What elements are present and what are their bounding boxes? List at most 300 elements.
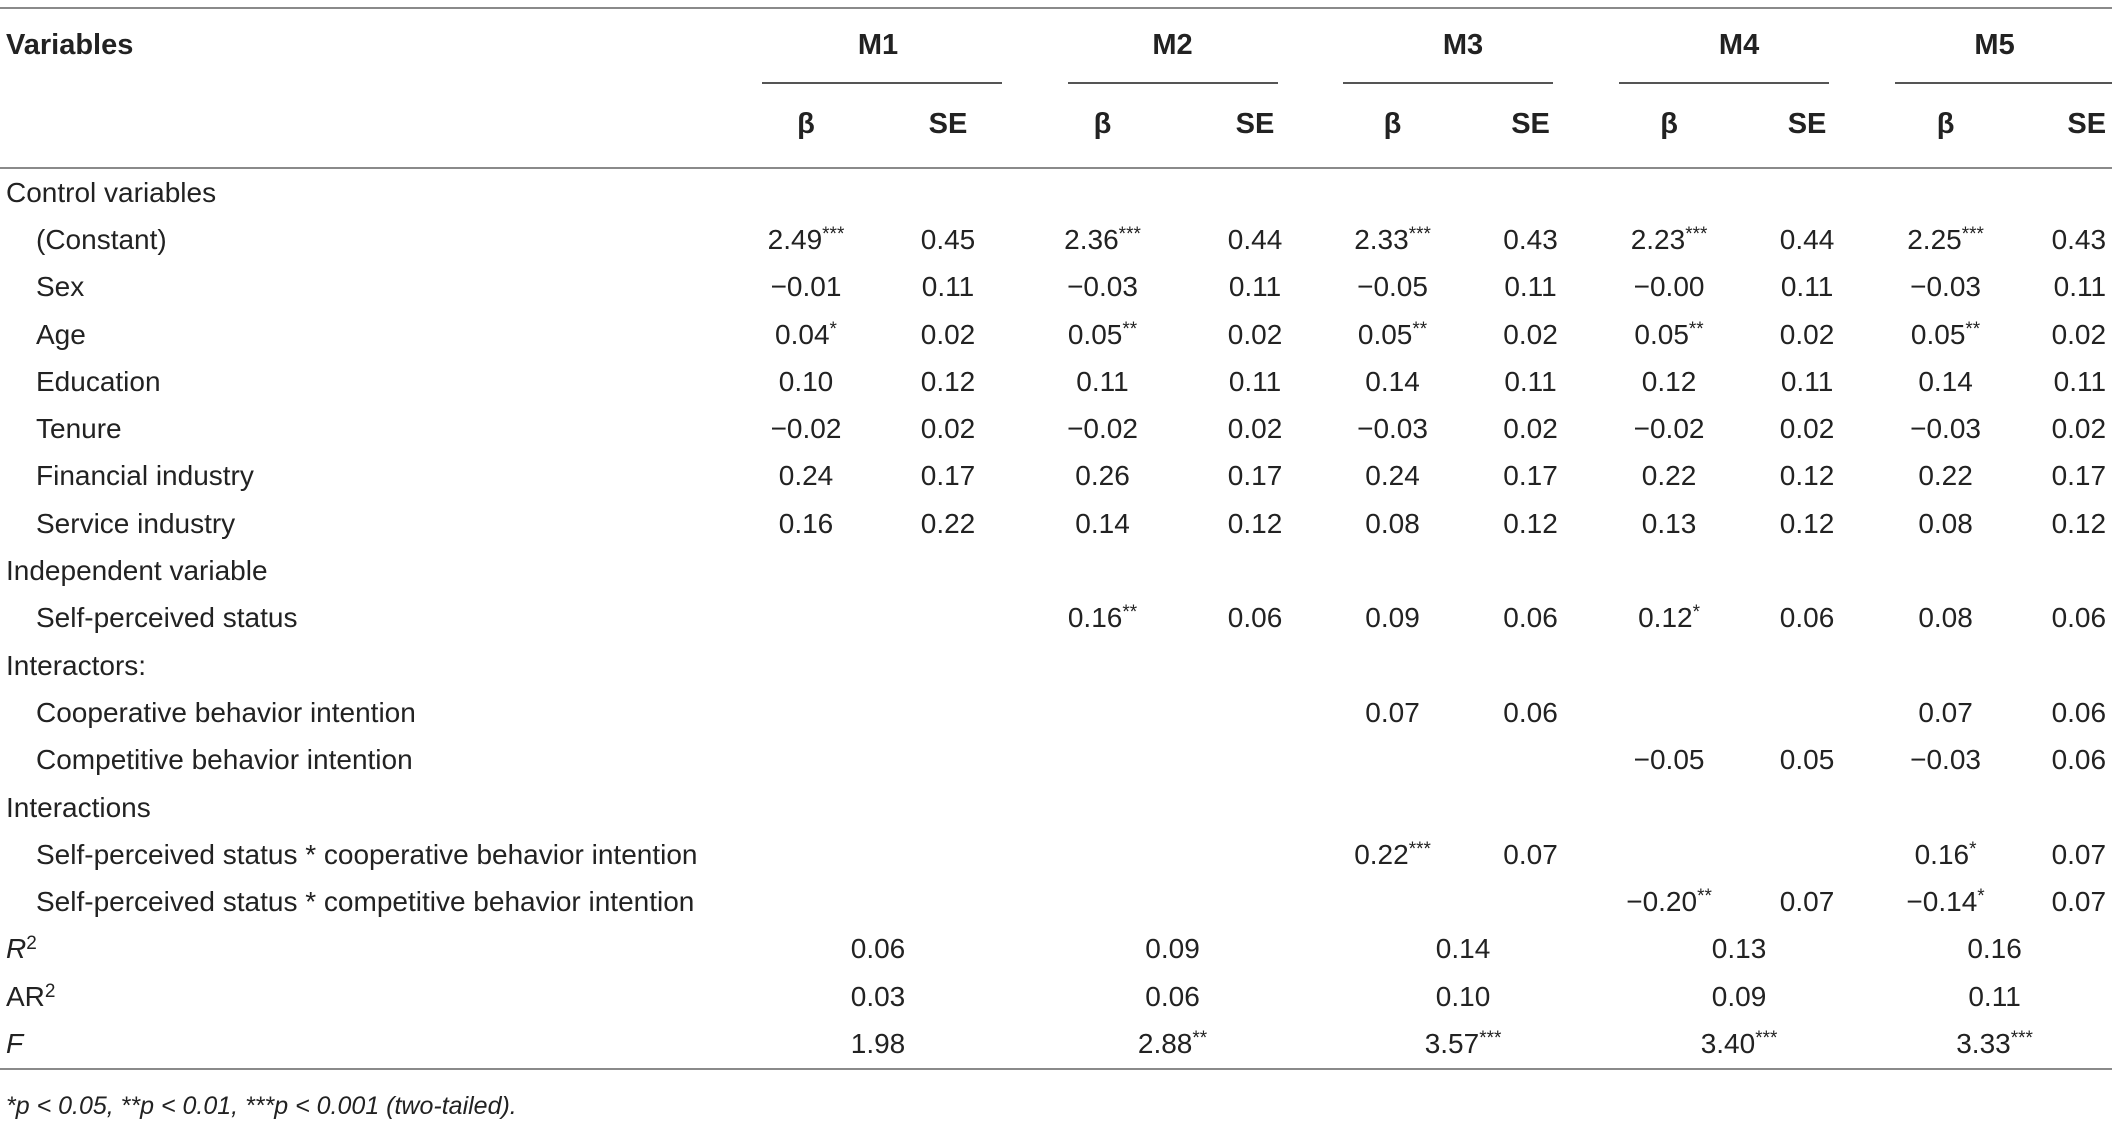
- stat-row: [0, 973, 2112, 1020]
- stat-value: 1.98: [850, 1027, 906, 1059]
- se-cell: 0.17: [1227, 460, 1283, 492]
- empty-cell: [1020, 784, 1185, 831]
- beta-cell: [736, 453, 876, 500]
- table-row: [0, 453, 2112, 500]
- se-cell: 0.07: [2051, 886, 2107, 918]
- beta-value: 0.16: [1914, 838, 1970, 870]
- beta-cell: [1877, 311, 2014, 358]
- se-cell: 0.44: [1227, 223, 1283, 255]
- beta-cell: [1601, 878, 1737, 925]
- se-cell: [1185, 737, 1325, 784]
- beta-value: 0.14: [1075, 507, 1130, 539]
- se-cell: 0.02: [1503, 413, 1558, 445]
- beta-cell: [1325, 311, 1460, 358]
- se-header-m4: SE: [1737, 82, 1877, 168]
- beta-cell: [1020, 453, 1185, 500]
- stat-value: 0.11: [1968, 980, 2021, 1012]
- beta-cell: [736, 831, 876, 878]
- stat-value: 0.06: [1145, 980, 1200, 1012]
- beta-value: 0.22: [1918, 460, 1973, 492]
- beta-cell: [1020, 358, 1185, 405]
- beta-value: 0.05: [1910, 318, 1966, 350]
- stat-value: 0.09: [1711, 980, 1767, 1012]
- empty-cell: [1601, 547, 1737, 594]
- stat-value: 3.33: [1956, 1027, 2011, 1059]
- se-cell: [1185, 831, 1325, 878]
- stat-row: [0, 1020, 2112, 1068]
- header-row-models: [0, 8, 2112, 82]
- group-label: Independent variable: [6, 555, 268, 587]
- se-cell: 0.07: [1779, 886, 1835, 918]
- se-cell: 0.06: [2051, 696, 2107, 728]
- se-cell: 0.45: [920, 223, 976, 255]
- stat-label: [0, 973, 736, 1020]
- se-cell: [876, 831, 1020, 878]
- stat-label-text: R: [6, 933, 27, 965]
- stat-value-cell: [1877, 926, 2112, 973]
- significance-stars: **: [1412, 318, 1428, 340]
- stat-value-cell: [1020, 973, 1325, 1020]
- significance-stars: ***: [1685, 223, 1708, 245]
- row-label: Age: [36, 318, 86, 350]
- significance-stars: **: [1965, 318, 1981, 340]
- beta-value: 0.12: [1641, 365, 1697, 397]
- row-label: Financial industry: [36, 460, 254, 492]
- beta-cell: [1601, 264, 1737, 311]
- empty-cell: [1020, 168, 1185, 216]
- beta-cell: [1601, 216, 1737, 263]
- significance-stars: *: [1969, 838, 1977, 860]
- beta-cell: [736, 878, 876, 925]
- empty-cell: [1737, 784, 1877, 831]
- stat-label-superscript: 2: [44, 980, 56, 1002]
- stat-value: 2.88: [1137, 1027, 1193, 1059]
- se-cell: 0.02: [920, 413, 976, 445]
- se-cell: 0.17: [2051, 460, 2107, 492]
- empty-cell: [1737, 547, 1877, 594]
- significance-stars: ***: [822, 223, 845, 245]
- significance-stars: *: [829, 318, 837, 340]
- beta-cell: [1877, 453, 2014, 500]
- beta-cell: [1325, 264, 1460, 311]
- significance-stars: ***: [1961, 223, 1984, 245]
- empty-cell: [1325, 547, 1460, 594]
- beta-value: 0.14: [1365, 365, 1420, 397]
- se-cell: 0.02: [1227, 413, 1283, 445]
- se-cell: 0.02: [1779, 413, 1835, 445]
- se-cell: 0.44: [1779, 223, 1835, 255]
- empty-cell: [876, 784, 1020, 831]
- stat-value-cell: [1601, 1020, 1877, 1068]
- beta-cell: [1877, 831, 2014, 878]
- table-footnote: *p < 0.05, **p < 0.01, ***p < 0.001 (two-tailed).: [6, 1092, 517, 1120]
- beta-value: 2.23: [1630, 223, 1686, 255]
- beta-header-m2: β: [1020, 82, 1185, 168]
- stat-label: [0, 926, 736, 973]
- empty-cell: [1325, 642, 1460, 689]
- stat-value: 0.03: [850, 980, 906, 1012]
- beta-cell: [1877, 358, 2014, 405]
- row-label: Self-perceived status * cooperative behavior intention: [36, 838, 698, 870]
- empty-cell: [1185, 547, 1325, 594]
- row-label: Education: [36, 365, 161, 397]
- se-cell: 0.11: [2053, 365, 2107, 397]
- model-header-m5: M5: [1877, 8, 2112, 82]
- table-row: [0, 500, 2112, 547]
- beta-value: 0.12: [1638, 602, 1693, 634]
- empty-cell: [1877, 784, 2014, 831]
- se-cell: 0.12: [1503, 507, 1558, 539]
- se-cell: 0.11: [921, 271, 975, 303]
- empty-cell: [1601, 784, 1737, 831]
- beta-cell: [1877, 405, 2014, 452]
- empty-cell: [1601, 642, 1737, 689]
- se-cell: 0.02: [1227, 318, 1283, 350]
- beta-value: 2.49: [767, 223, 823, 255]
- beta-value: 0.13: [1641, 507, 1697, 539]
- stat-value: 0.09: [1145, 933, 1200, 965]
- row-label: Self-perceived status * competitive behavior intention: [36, 886, 695, 918]
- beta-value: 0.09: [1365, 602, 1420, 634]
- beta-cell: [1601, 500, 1737, 547]
- beta-cell: [1020, 311, 1185, 358]
- se-cell: [1460, 737, 1601, 784]
- model-header-m2: M2: [1020, 8, 1325, 82]
- stat-value-cell: [1325, 1020, 1601, 1068]
- se-cell: 0.11: [1504, 271, 1557, 303]
- beta-cell: [1020, 595, 1185, 642]
- table-row: [0, 405, 2112, 452]
- beta-value: 0.16: [1067, 602, 1123, 634]
- significance-stars: *: [1977, 886, 1985, 908]
- stat-label-text: F: [6, 1027, 24, 1059]
- se-header-m5: SE: [2014, 82, 2112, 168]
- se-cell: [876, 689, 1020, 736]
- beta-cell: [1877, 595, 2014, 642]
- group-label: Interactors:: [6, 649, 147, 681]
- regression-table: [0, 7, 2112, 1070]
- empty-cell: [1185, 642, 1325, 689]
- significance-stars: ***: [1118, 223, 1141, 245]
- beta-cell: [1325, 689, 1460, 736]
- se-cell: 0.12: [2051, 507, 2107, 539]
- se-cell: 0.11: [1780, 365, 1834, 397]
- model-underline-m4: [1619, 82, 1829, 84]
- row-label: Sex: [36, 271, 85, 303]
- beta-value: 0.04: [775, 318, 830, 350]
- stat-row: [0, 926, 2112, 973]
- significance-stars: **: [1192, 1027, 1208, 1049]
- stat-value-cell: [736, 1020, 1020, 1068]
- beta-cell: [1601, 737, 1737, 784]
- stat-value-cell: [1020, 926, 1325, 973]
- beta-value: 0.26: [1075, 460, 1130, 492]
- beta-value: −0.03: [1910, 413, 1981, 445]
- beta-cell: [1020, 216, 1185, 263]
- empty-cell: [1325, 168, 1460, 216]
- se-cell: 0.02: [1779, 318, 1835, 350]
- empty-cell: [1737, 642, 1877, 689]
- stat-value: 0.06: [850, 933, 906, 965]
- se-header-m1: SE: [876, 82, 1020, 168]
- beta-value: −0.03: [1910, 744, 1981, 776]
- beta-value: −0.05: [1633, 744, 1705, 776]
- se-cell: 0.05: [1779, 744, 1835, 776]
- beta-cell: [1325, 831, 1460, 878]
- beta-cell: [1020, 405, 1185, 452]
- stat-value: 3.57: [1424, 1027, 1480, 1059]
- beta-cell: [1601, 405, 1737, 452]
- beta-value: −0.03: [1910, 271, 1981, 303]
- beta-value: 0.05: [1634, 318, 1689, 350]
- beta-value: 0.16: [778, 507, 834, 539]
- table-row: [0, 216, 2112, 263]
- beta-cell: [736, 595, 876, 642]
- beta-cell: [1601, 831, 1737, 878]
- se-cell: 0.06: [2051, 602, 2107, 634]
- se-cell: 0.07: [2051, 838, 2107, 870]
- beta-value: 0.08: [1365, 507, 1420, 539]
- beta-value: 0.11: [1076, 365, 1129, 397]
- empty-cell: [1737, 168, 1877, 216]
- beta-value: 0.05: [1357, 318, 1413, 350]
- significance-stars: ***: [1479, 1027, 1502, 1049]
- beta-cell: [736, 689, 876, 736]
- se-cell: 0.12: [1779, 507, 1835, 539]
- beta-value: 2.25: [1907, 223, 1962, 255]
- beta-value: 0.14: [1918, 365, 1973, 397]
- beta-cell: [1601, 311, 1737, 358]
- significance-stars: *: [1692, 602, 1700, 624]
- beta-header-m4: β: [1601, 82, 1737, 168]
- empty-cell: [736, 642, 876, 689]
- se-cell: 0.06: [1779, 602, 1835, 634]
- empty-cell: [2014, 168, 2112, 216]
- beta-value: 0.24: [778, 460, 834, 492]
- header-row-stats: [0, 82, 2112, 168]
- model-header-m4: M4: [1601, 8, 1877, 82]
- se-cell: [876, 737, 1020, 784]
- beta-value: 0.22: [1641, 460, 1697, 492]
- stat-value: 0.14: [1435, 933, 1491, 965]
- beta-cell: [736, 311, 876, 358]
- beta-cell: [1877, 264, 2014, 311]
- se-cell: [1185, 689, 1325, 736]
- beta-header-m3: β: [1325, 82, 1460, 168]
- beta-value: 0.24: [1365, 460, 1420, 492]
- table-row: [0, 737, 2112, 784]
- table-row: [0, 264, 2112, 311]
- significance-stars: ***: [1755, 1027, 1778, 1049]
- se-cell: 0.02: [2051, 413, 2107, 445]
- table-header: [0, 8, 2112, 168]
- empty-cell: [2014, 642, 2112, 689]
- model-underline-m1: [762, 82, 1002, 84]
- beta-value: −0.14: [1906, 886, 1978, 918]
- se-cell: 0.02: [1503, 318, 1558, 350]
- stat-value-cell: [1601, 926, 1877, 973]
- model-underline-m5: [1895, 82, 2112, 84]
- table-body: [0, 168, 2112, 1069]
- empty-cell: [1325, 784, 1460, 831]
- empty-cell: [736, 784, 876, 831]
- stat-value-cell: [736, 973, 1020, 1020]
- se-cell: 0.12: [1779, 460, 1835, 492]
- beta-cell: [1601, 358, 1737, 405]
- beta-value: 0.07: [1365, 696, 1420, 728]
- se-cell: 0.06: [1503, 602, 1558, 634]
- stat-value-cell: [1877, 1020, 2112, 1068]
- empty-cell: [876, 168, 1020, 216]
- stat-value-cell: [736, 926, 1020, 973]
- beta-cell: [736, 737, 876, 784]
- se-cell: 0.02: [920, 318, 976, 350]
- se-cell: 0.02: [2051, 318, 2107, 350]
- row-label: (Constant): [36, 223, 167, 255]
- se-header-m3: SE: [1460, 82, 1601, 168]
- beta-cell: [736, 358, 876, 405]
- beta-value: 2.33: [1354, 223, 1409, 255]
- beta-cell: [1020, 737, 1185, 784]
- table-row: [0, 311, 2112, 358]
- empty-cell: [1185, 168, 1325, 216]
- beta-cell: [1020, 831, 1185, 878]
- group-row: [0, 547, 2112, 594]
- row-label: Competitive behavior intention: [36, 744, 413, 776]
- beta-cell: [1020, 264, 1185, 311]
- beta-value: −0.01: [770, 271, 842, 303]
- se-cell: [1460, 878, 1601, 925]
- empty-cell: [736, 168, 876, 216]
- row-label: Self-perceived status: [36, 602, 298, 634]
- empty-cell: [2014, 784, 2112, 831]
- empty-cell: [1020, 547, 1185, 594]
- beta-cell: [1877, 216, 2014, 263]
- se-cell: [1185, 878, 1325, 925]
- stat-label: [0, 1020, 736, 1068]
- empty-cell: [876, 547, 1020, 594]
- model-header-m3: M3: [1325, 8, 1601, 82]
- se-cell: 0.11: [1228, 365, 1282, 397]
- significance-stars: **: [1697, 886, 1712, 908]
- significance-stars: ***: [1408, 838, 1431, 860]
- stat-value: 0.16: [1967, 933, 2022, 965]
- empty-cell: [1460, 547, 1601, 594]
- model-underline-m3: [1343, 82, 1553, 84]
- se-cell: 0.07: [1503, 838, 1558, 870]
- significance-stars: ***: [1408, 223, 1431, 245]
- stat-label-superscript: 2: [26, 933, 37, 955]
- group-row: [0, 642, 2112, 689]
- se-cell: 0.11: [2053, 271, 2107, 303]
- empty-cell: [1601, 168, 1737, 216]
- empty-cell: [736, 547, 876, 594]
- se-cell: 0.43: [2051, 223, 2107, 255]
- se-cell: 0.43: [1503, 223, 1558, 255]
- group-row: [0, 168, 2112, 216]
- se-cell: 0.11: [1504, 365, 1557, 397]
- beta-cell: [1325, 453, 1460, 500]
- stat-value: 0.13: [1711, 933, 1767, 965]
- empty-cell: [876, 642, 1020, 689]
- beta-value: 0.08: [1918, 602, 1973, 634]
- model-underline-m2: [1068, 82, 1278, 84]
- beta-value: −0.02: [770, 413, 842, 445]
- significance-stars: **: [1122, 602, 1138, 624]
- se-cell: 0.12: [1227, 507, 1283, 539]
- beta-cell: [1325, 878, 1460, 925]
- stat-value-cell: [1325, 973, 1601, 1020]
- se-cell: 0.06: [2051, 744, 2107, 776]
- significance-stars: **: [1688, 318, 1704, 340]
- group-row: [0, 784, 2112, 831]
- stat-label-text: AR: [6, 980, 45, 1012]
- beta-value: −0.03: [1357, 413, 1428, 445]
- stat-value-cell: [1877, 973, 2112, 1020]
- beta-cell: [1601, 595, 1737, 642]
- beta-value: 2.36: [1064, 223, 1119, 255]
- beta-header-m1: β: [736, 82, 876, 168]
- beta-cell: [1325, 216, 1460, 263]
- beta-header-m5: β: [1877, 82, 2014, 168]
- empty-cell: [1020, 642, 1185, 689]
- se-cell: 0.06: [1503, 696, 1558, 728]
- se-cell: [876, 595, 1020, 642]
- beta-cell: [1325, 595, 1460, 642]
- beta-cell: [736, 216, 876, 263]
- beta-cell: [1325, 405, 1460, 452]
- beta-value: −0.02: [1067, 413, 1138, 445]
- beta-value: 0.08: [1918, 507, 1973, 539]
- beta-cell: [1601, 689, 1737, 736]
- empty-cell: [2014, 547, 2112, 594]
- beta-cell: [736, 405, 876, 452]
- beta-value: 0.07: [1918, 696, 1973, 728]
- empty-cell: [1185, 784, 1325, 831]
- empty-cell: [1460, 642, 1601, 689]
- beta-value: 0.10: [778, 365, 834, 397]
- beta-value: −0.05: [1357, 271, 1428, 303]
- empty-cell: [1460, 168, 1601, 216]
- empty-cell: [1877, 168, 2014, 216]
- se-cell: 0.11: [1228, 271, 1282, 303]
- table-row: [0, 878, 2112, 925]
- se-cell: 0.22: [920, 507, 976, 539]
- group-label: Interactions: [6, 791, 151, 823]
- beta-value: −0.02: [1633, 413, 1705, 445]
- beta-value: 0.22: [1354, 838, 1409, 870]
- stat-value: 3.40: [1700, 1027, 1756, 1059]
- table-row: [0, 358, 2112, 405]
- row-label: Service industry: [36, 507, 236, 539]
- beta-cell: [1325, 500, 1460, 547]
- stat-value-cell: [1325, 926, 1601, 973]
- header-blank: [0, 82, 736, 168]
- significance-stars: ***: [2010, 1027, 2033, 1049]
- beta-cell: [1601, 453, 1737, 500]
- beta-cell: [1325, 358, 1460, 405]
- model-header-m1: M1: [736, 8, 1020, 82]
- stat-value: 0.10: [1435, 980, 1491, 1012]
- se-cell: 0.12: [920, 365, 976, 397]
- beta-cell: [1877, 500, 2014, 547]
- stat-value-cell: [1601, 973, 1877, 1020]
- beta-cell: [1877, 737, 2014, 784]
- se-header-m2: SE: [1185, 82, 1325, 168]
- table-row: [0, 689, 2112, 736]
- beta-value: −0.03: [1067, 271, 1138, 303]
- beta-cell: [1020, 878, 1185, 925]
